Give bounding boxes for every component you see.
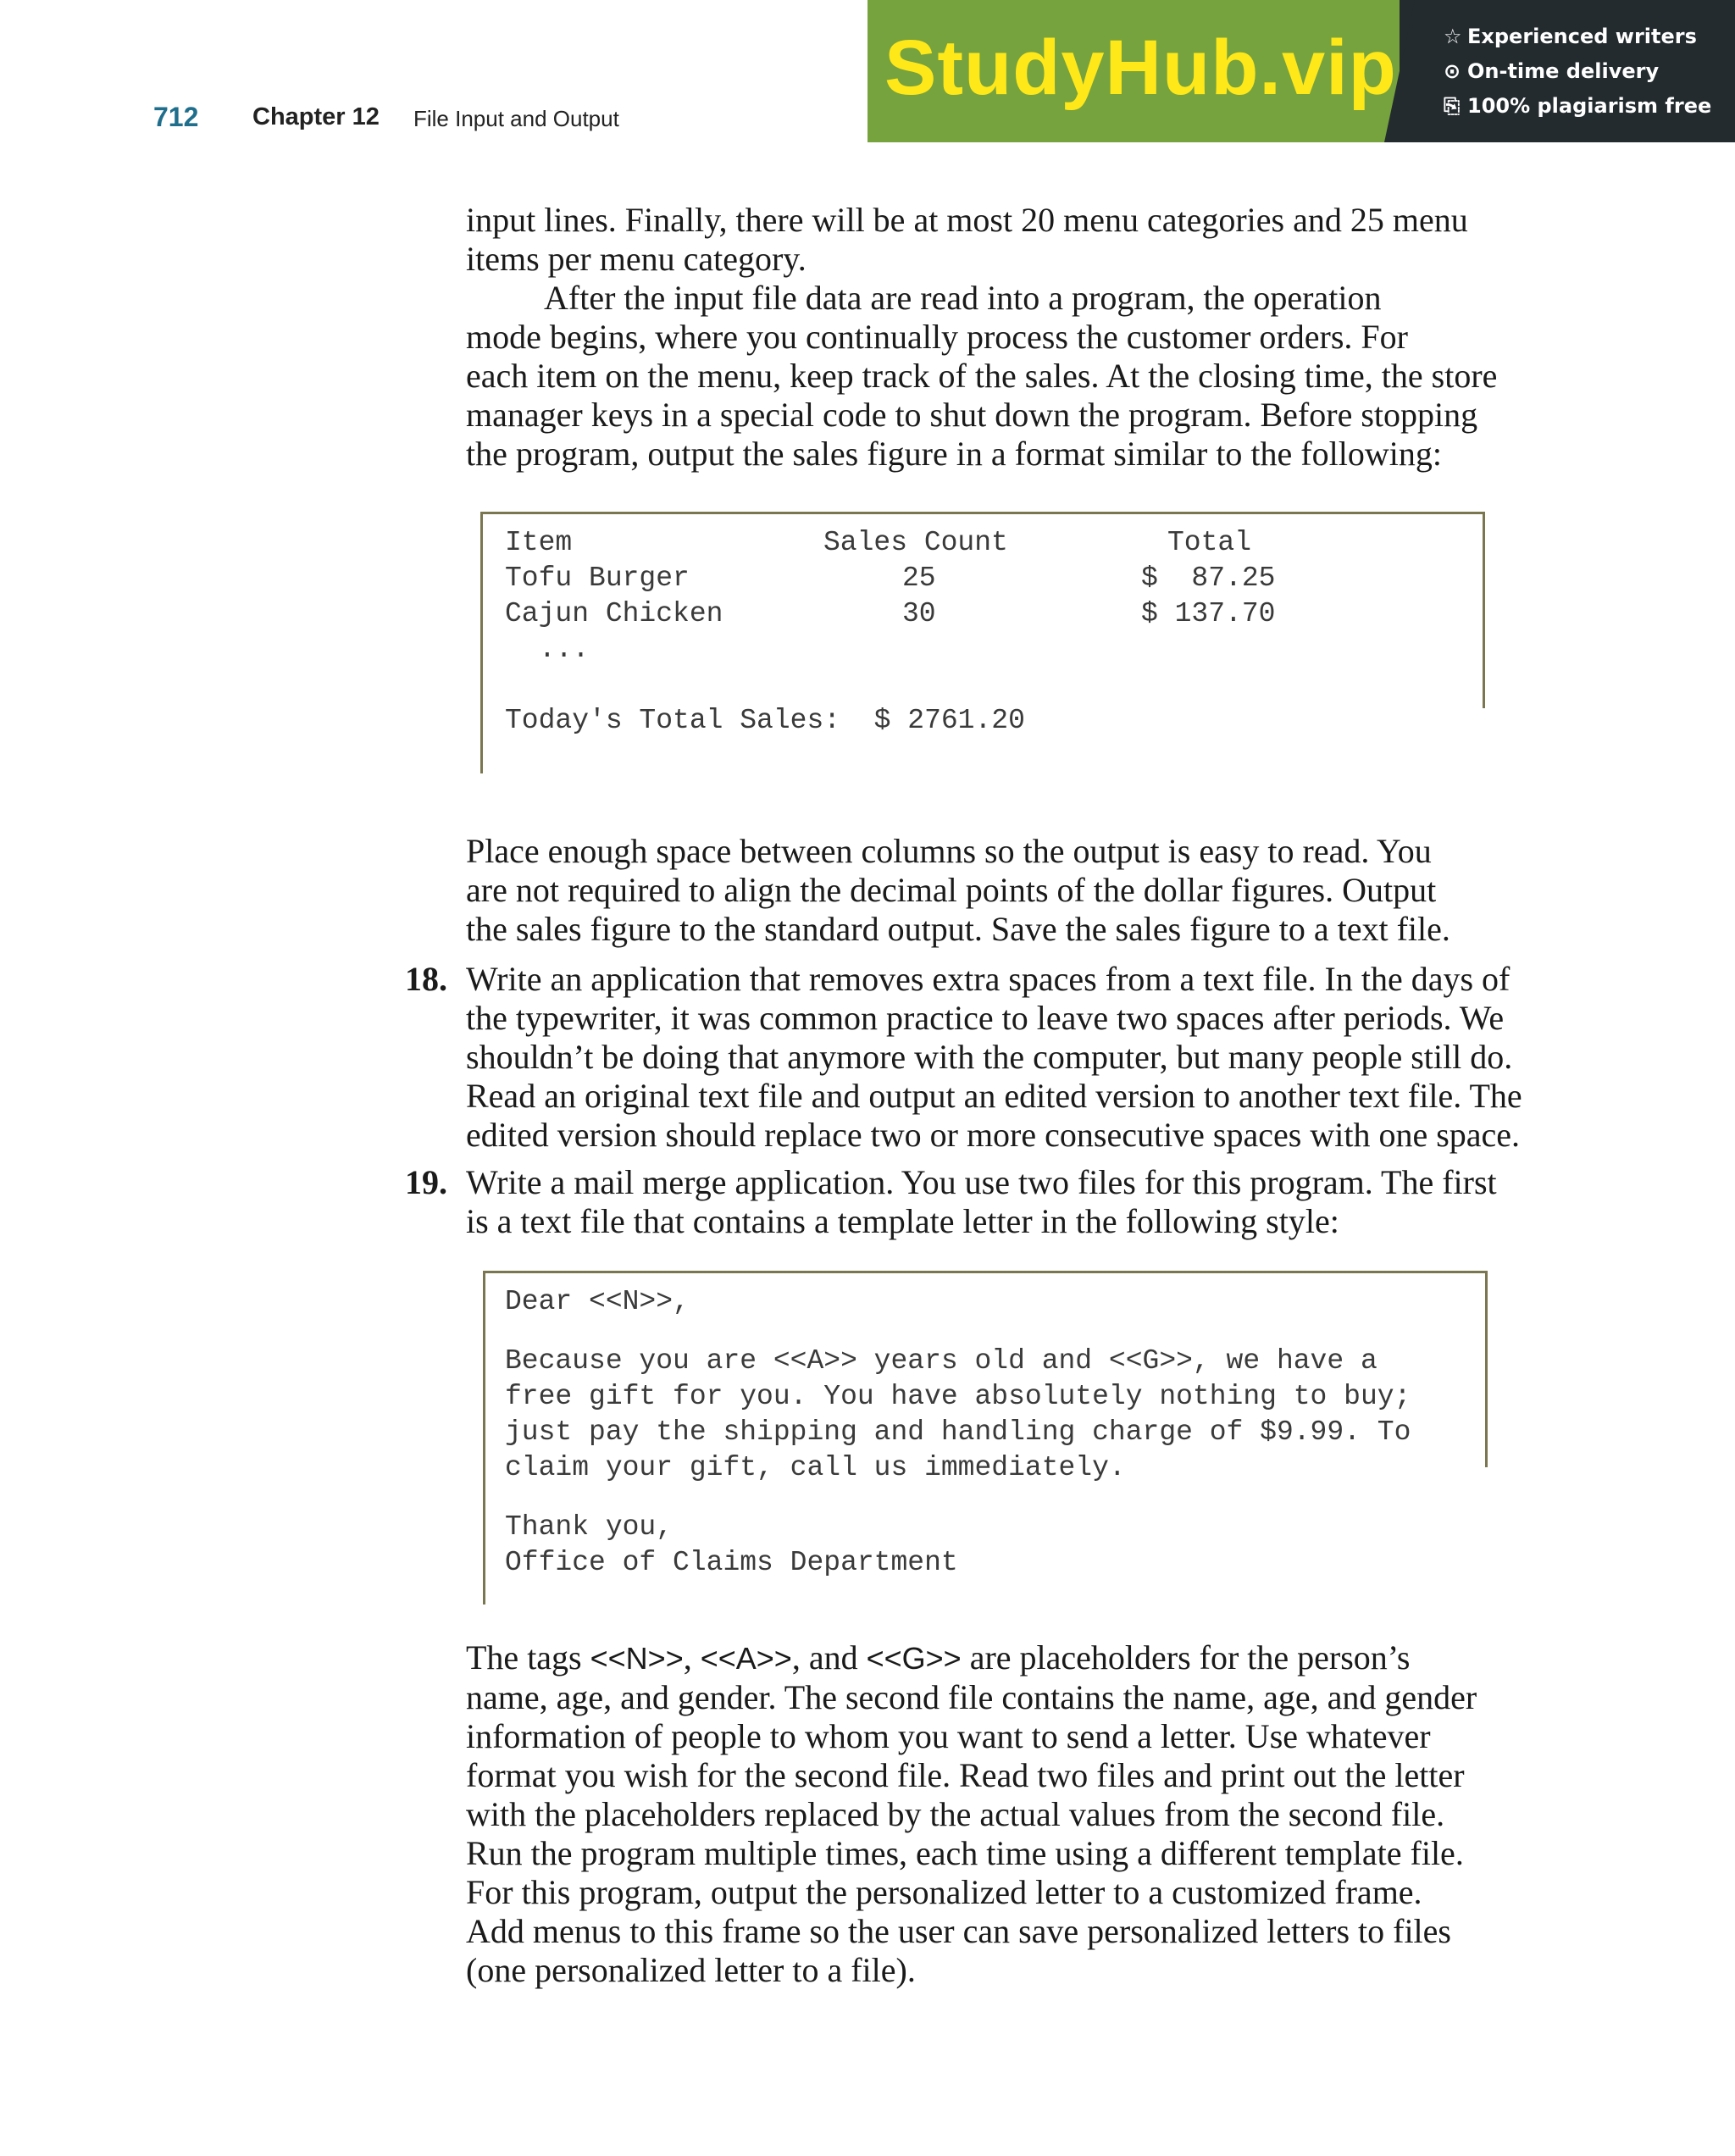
sales-header-item: Item xyxy=(505,527,573,558)
letter-closing-line: Office of Claims Department xyxy=(505,1547,958,1578)
letter-body-line: just pay the shipping and handling charge of $9.99. To xyxy=(505,1416,1411,1448)
box-top-border xyxy=(485,1271,1485,1273)
text-line: input lines. Finally, there will be at most 20 menu categories and 25 menu xyxy=(466,201,1468,239)
feature-label: 100% plagiarism free xyxy=(1467,94,1712,118)
text-line: information of people to whom you want to send a letter. Use whatever xyxy=(466,1717,1431,1755)
letter-body-line: Because you are <<A>> years old and <<G>>, we have a xyxy=(505,1345,1377,1377)
sales-ellipsis: ... xyxy=(539,634,590,665)
studyhub-banner[interactable] xyxy=(868,0,1735,142)
text-fragment: , xyxy=(683,1638,701,1677)
text-line: shouldn’t be doing that anymore with the computer, but many people still do. xyxy=(466,1038,1513,1076)
text-line: each item on the menu, keep track of the sales. At the closing time, the store xyxy=(466,357,1498,395)
text-line: format you wish for the second file. Read two files and print out the letter xyxy=(466,1756,1465,1794)
paragraph-spacing-note xyxy=(466,832,1512,949)
text-line: Add menus to this frame so the user can save personalized letters to files xyxy=(466,1912,1451,1950)
tag-a: <<A>> xyxy=(700,1641,792,1676)
feature-label: On-time delivery xyxy=(1467,59,1660,83)
box-top-border xyxy=(483,512,1483,514)
feature-plagiarism-free xyxy=(1444,93,1711,119)
text-line: are not required to align the decimal points of the dollar figures. Output xyxy=(466,871,1437,909)
clock-icon: ⊙ xyxy=(1444,59,1461,83)
feature-on-time-delivery xyxy=(1444,58,1659,84)
exercise-number-19: 19. xyxy=(405,1163,447,1201)
sales-row-item: Tofu Burger xyxy=(505,563,690,594)
text-line: mode begins, where you continually process the customer orders. For xyxy=(466,318,1408,356)
text-line: manager keys in a special code to shut down the program. Before stopping xyxy=(466,396,1478,434)
text-line: Write a mail merge application. You use two files for this program. The first xyxy=(466,1163,1497,1201)
text-line: (one personalized letter to a file). xyxy=(466,1951,916,1989)
text-line: After the input file data are read into a program, the operation xyxy=(544,279,1382,317)
exercise-number-18: 18. xyxy=(405,960,447,998)
star-icon: ☆ xyxy=(1444,25,1462,48)
copy-icon: ⎘ xyxy=(1444,94,1461,118)
text-line: is a text file that contains a template letter in the following style: xyxy=(466,1202,1339,1240)
text-line: the sales figure to the standard output. Save the sales figure to a text file. xyxy=(466,910,1450,948)
text-line: Read an original text file and output an edited version to another text file. The xyxy=(466,1077,1522,1115)
text-line: For this program, output the personalized letter to a customized frame. xyxy=(466,1873,1422,1911)
letter-body-line: claim your gift, call us immediately. xyxy=(505,1452,1126,1483)
text-line: the program, output the sales figure in a format similar to the following: xyxy=(466,435,1442,473)
tag-g: <<G>> xyxy=(866,1641,962,1676)
sales-row-count: 30 xyxy=(902,598,936,629)
page-number: 712 xyxy=(153,102,199,132)
text-line: name, age, and gender. The second file contains the name, age, and gender xyxy=(466,1678,1477,1716)
text-line: Run the program multiple times, each time using a different template file. xyxy=(466,1834,1464,1872)
text-fragment: The tags xyxy=(466,1638,590,1677)
chapter-label: Chapter 12 xyxy=(252,103,380,130)
text-line xyxy=(466,1638,1525,1678)
text-line: with the placeholders replaced by the actual values from the second file. xyxy=(466,1795,1445,1833)
box-right-border xyxy=(1485,1271,1488,1467)
feature-experienced-writers xyxy=(1444,24,1697,49)
sales-row-total: $ 137.70 xyxy=(1141,598,1276,629)
text-line: Place enough space between columns so the output is easy to read. You xyxy=(466,832,1432,870)
text-fragment: are placeholders for the person’s xyxy=(961,1638,1411,1677)
letter-greeting: Dear <<N>>, xyxy=(505,1286,690,1317)
box-right-border xyxy=(1483,512,1485,708)
text-line: edited version should replace two or more consecutive spaces with one space. xyxy=(466,1116,1521,1154)
feature-label: Experienced writers xyxy=(1467,25,1697,48)
paragraph-placeholders xyxy=(466,1638,1525,1990)
tag-n: <<N>> xyxy=(590,1641,684,1676)
exercise-19-text xyxy=(466,1163,1512,1241)
text-line: Write an application that removes extra spaces from a text file. In the days of xyxy=(466,960,1511,998)
sales-row-count: 25 xyxy=(902,563,936,594)
exercise-18-text xyxy=(466,960,1522,1155)
sales-row-item: Cajun Chicken xyxy=(505,598,723,629)
brand-logo[interactable]: StudyHub.vip xyxy=(884,25,1397,111)
section-title: File Input and Output xyxy=(413,106,619,131)
sales-total-line: Today's Total Sales: $ 2761.20 xyxy=(505,705,1025,736)
letter-closing-line: Thank you, xyxy=(505,1511,673,1543)
sales-header-total: Total xyxy=(1167,527,1252,558)
paragraph-continuation xyxy=(466,201,1512,279)
sales-row-total: $ 87.25 xyxy=(1141,563,1276,594)
text-line: items per menu category. xyxy=(466,240,807,278)
letter-body-line: free gift for you. You have absolutely nothing to buy; xyxy=(505,1381,1411,1412)
paragraph-operation-mode xyxy=(466,279,1512,474)
text-line: the typewriter, it was common practice to leave two spaces after periods. We xyxy=(466,999,1505,1037)
text-fragment: , and xyxy=(791,1638,867,1677)
sales-header-count: Sales Count xyxy=(823,527,1008,558)
